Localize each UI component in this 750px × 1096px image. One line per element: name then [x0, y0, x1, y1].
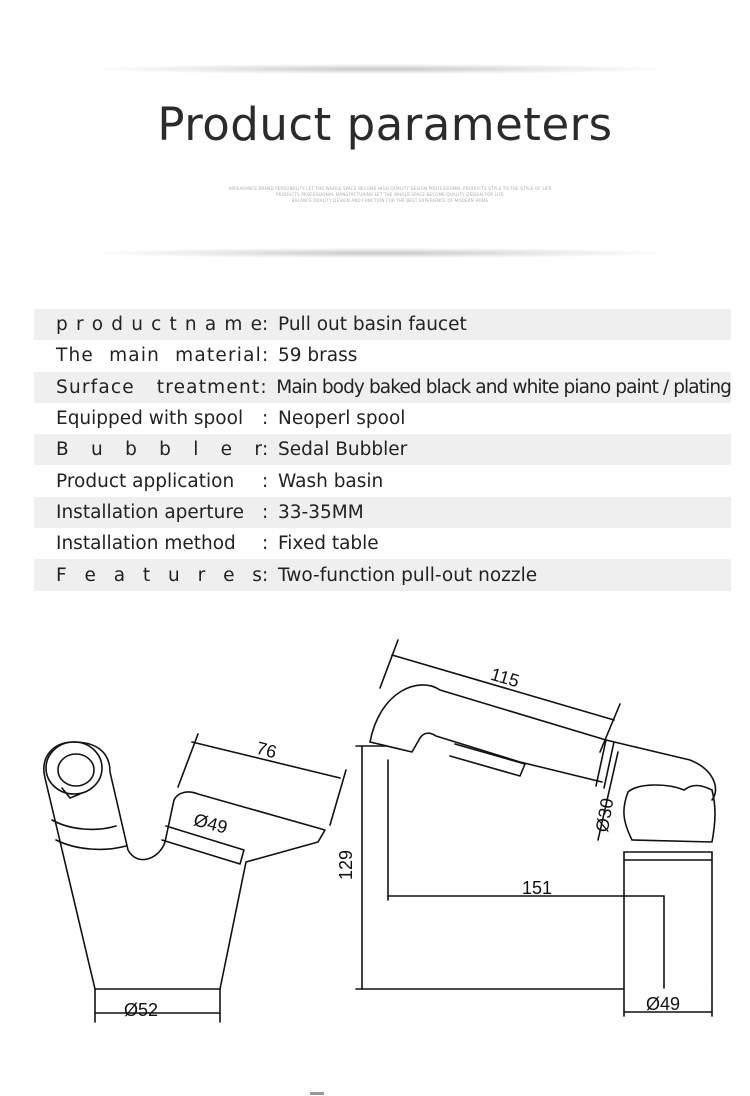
label-char: t [142, 564, 151, 586]
param-label-installation-method: Installation method [56, 533, 236, 555]
param-colon: : [262, 533, 269, 555]
dim-left-spout-length: 76 [254, 737, 279, 763]
param-label-product-name [56, 314, 262, 335]
param-value-surface-treatment: Main body baked black and white piano paint / plating [276, 376, 731, 398]
param-row-installation-method [34, 528, 731, 559]
label-char: F [56, 564, 67, 586]
label-char: u [91, 439, 103, 461]
dim-right-base-diameter: Ø49 [646, 994, 681, 1014]
label-char: u [168, 564, 180, 586]
dim-left-base-diameter: Ø52 [124, 1000, 159, 1020]
param-label-features [56, 565, 262, 586]
param-value-features: Two-function pull-out nozzle [278, 564, 538, 586]
param-colon: : [262, 501, 269, 523]
param-row-application [34, 465, 731, 496]
param-value-product-name: Pull out basin faucet [278, 314, 467, 336]
right-faucet-drawing [356, 640, 716, 1016]
label-char: B [56, 439, 69, 461]
param-colon: : [262, 564, 269, 586]
dim-right-spout-length: 115 [488, 664, 522, 692]
param-row-surface-treatment [34, 372, 731, 403]
param-row-bubbler [34, 434, 731, 465]
label-char: a [204, 314, 217, 336]
label-word: Surface [56, 376, 135, 398]
param-value-bubbler: Sedal Bubbler [278, 439, 408, 461]
label-char: b [159, 439, 171, 461]
dim-right-reach: 151 [522, 878, 553, 898]
left-faucet-drawing [44, 734, 346, 1022]
header-shadow-top [100, 64, 660, 74]
label-char: r [197, 564, 206, 586]
label-char: r [75, 314, 84, 336]
label-word: treatment [156, 376, 261, 398]
param-label-application: Product application [56, 470, 235, 492]
bottom-marker [310, 1092, 324, 1095]
param-colon: : [262, 314, 269, 336]
page-subtitle [220, 186, 560, 204]
param-value-aperture: 33-35MM [278, 501, 364, 523]
param-colon: : [262, 470, 269, 492]
label-char: a [113, 564, 126, 586]
param-value-installation-method: Fixed table [278, 533, 379, 555]
label-char: u [131, 314, 143, 336]
param-row-spool [34, 403, 731, 434]
label-char: d [111, 314, 123, 336]
param-label-spool: Equipped with spool [56, 408, 244, 430]
label-char: o [91, 314, 104, 336]
label-char: s [252, 564, 262, 586]
label-char: e [84, 564, 96, 586]
label-char: m [224, 314, 243, 336]
dim-right-height: 129 [336, 849, 356, 880]
param-value-spool: Neoperl spool [278, 408, 406, 430]
label-word: material [175, 345, 262, 367]
param-row-aperture [34, 497, 731, 528]
label-char: e [223, 564, 235, 586]
dim-right-spout-diameter: Ø30 [591, 796, 618, 834]
param-value-main-material: 59 brass [278, 345, 358, 367]
label-word: main [109, 345, 161, 367]
param-row-product-name [34, 309, 731, 340]
label-char: t [169, 314, 177, 336]
param-colon: : [260, 376, 267, 398]
faucet-dimension-diagram [0, 620, 750, 1090]
label-char: b [125, 439, 137, 461]
label-char: n [184, 314, 197, 336]
label-char: e [250, 314, 262, 336]
dim-left-spout-diameter: Ø49 [191, 809, 230, 838]
param-row-features [34, 559, 731, 590]
param-colon: : [262, 439, 269, 461]
param-row-main-material [34, 340, 731, 371]
page-title: Product parameters [157, 98, 613, 151]
subtitle-line: BALANCE QUALITY DESIGN AND FUNCTION FOR THE BEST EXPERIENCE OF MODERN HOME [291, 198, 489, 203]
label-char: p [56, 314, 68, 336]
param-colon: : [262, 345, 269, 367]
param-label-bubbler [56, 439, 262, 460]
parameters-table [34, 309, 731, 591]
subtitle-line: PRODUCTS PROFESSIONAL MANUFACTURING LET THE WHOLE SPACE BECOME QUALITY DESIGN FOR LIFE [276, 192, 504, 197]
label-word: The [56, 345, 95, 367]
label-char: e [220, 439, 233, 461]
param-colon: : [262, 408, 269, 430]
param-label-main-material [56, 345, 262, 366]
label-char: r [254, 439, 262, 461]
param-label-aperture: Installation aperture [56, 501, 244, 523]
param-value-application: Wash basin [278, 470, 384, 492]
param-label-surface-treatment [56, 377, 260, 398]
subtitle-line: APPEARANCE BRAND PERSONALITY LET THE WHOLE SPACE BECOME HIGH QUALITY DESIGN PROFESSIONAL PRODUCTS STYLE TO THE STYLE OF LIFE [228, 186, 552, 191]
header-shadow-bottom [100, 248, 660, 258]
label-char: c [151, 314, 162, 336]
label-char: l [193, 439, 199, 461]
